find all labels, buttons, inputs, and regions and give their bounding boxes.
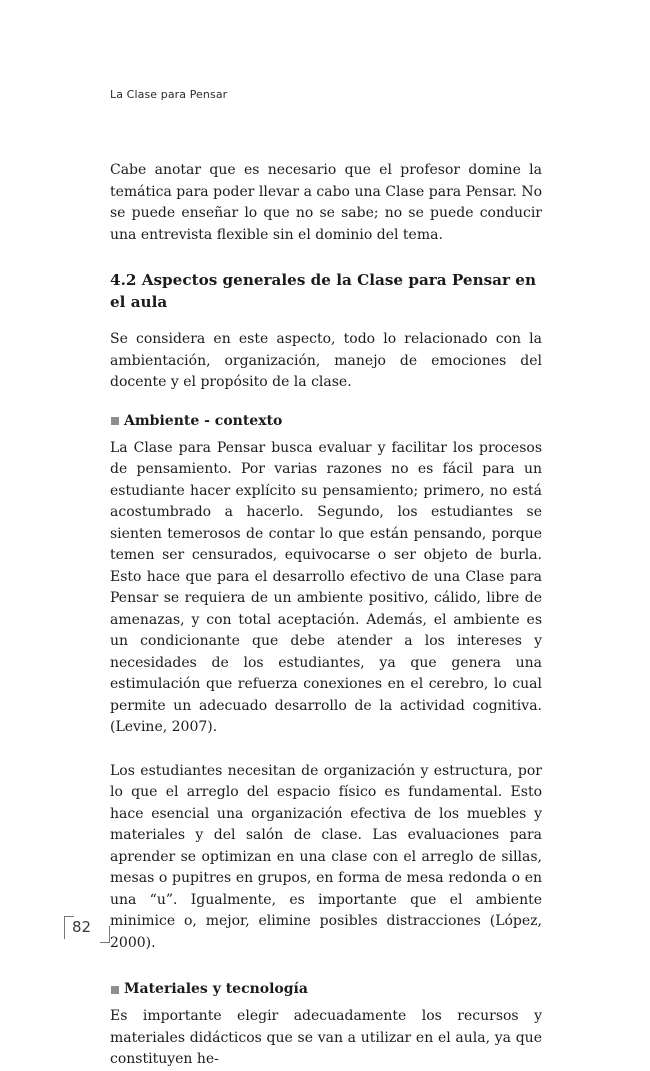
subsection-heading-ambiente-label: Ambiente - contexto [124, 412, 283, 429]
intro-paragraph: Cabe anotar que es necesario que el profesor domine la temática para poder llevar a cabo una Clase para Pensar. No se puede enseñar lo que no se sabe; no se puede conducir una entrevista flexible sin el dominio del tema. [110, 162, 542, 243]
page-number: 82 [72, 918, 92, 936]
square-bullet-icon [111, 417, 119, 425]
materiales-paragraph: Es importante elegir adecuadamente los recursos y materiales didácticos que se van a utilizar en el aula, ya que constituyen he- [110, 1008, 542, 1067]
ambiente-paragraph-1: La Clase para Pensar busca evaluar y facilitar los procesos de pensamiento. Por varias razones no es fácil para un estudiante hacer explícito su pensamiento; primero, no está acostumbrado a hacerlo. Segundo, los estudiantes se sienten temerosos de contar lo que están pensando, porque temen ser censurados, equivocarse o ser objeto de burla. Esto hace que para el desarrollo efectivo de una Clase para Pensar se requiera de un ambiente positivo, cálido, libre de amenazas, y con total aceptación. Además, el ambiente es un condicionante que debe atender a los intereses y necesidades de los estudiantes, ya que genera una estimulación que refuerza conexiones en el cerebro, lo cual permite un adecuado desarrollo de la actividad cognitiva. (Levine, 2007). [110, 439, 542, 735]
ambiente-paragraph-2: Los estudiantes necesitan de organización y estructura, por lo que el arreglo del espacio físico es fundamental. Esto hace esencial una organización efectiva de los muebles y materiales y del salón de clase. Las evaluaciones para aprender se optimizan en una clase con el arreglo de sillas, mesas o pupitres en grupos, en forma de mesa redonda o en una “u”. Igualmente, es importante que el ambiente minimice o, mejor, elimine posibles distracciones (López, 2000). [110, 762, 542, 951]
subsection-heading-ambiente [110, 411, 542, 432]
subsection-heading-materiales [110, 979, 542, 1000]
subsection-heading-materiales-label: Materiales y tecnología [124, 981, 308, 997]
corner-bracket-icon [100, 926, 110, 943]
square-bullet-icon [111, 986, 119, 994]
section-heading: 4.2 Aspectos generales de la Clase para Pensar en el aula [110, 271, 537, 311]
page-content [110, 160, 542, 1071]
running-header: La Clase para Pensar [110, 88, 228, 101]
section-intro-paragraph: Se considera en este aspecto, todo lo relacionado con la ambientación, organización, manejo de emociones del docente y el propósito de la clase. [110, 331, 542, 390]
page-number-box [64, 916, 108, 942]
